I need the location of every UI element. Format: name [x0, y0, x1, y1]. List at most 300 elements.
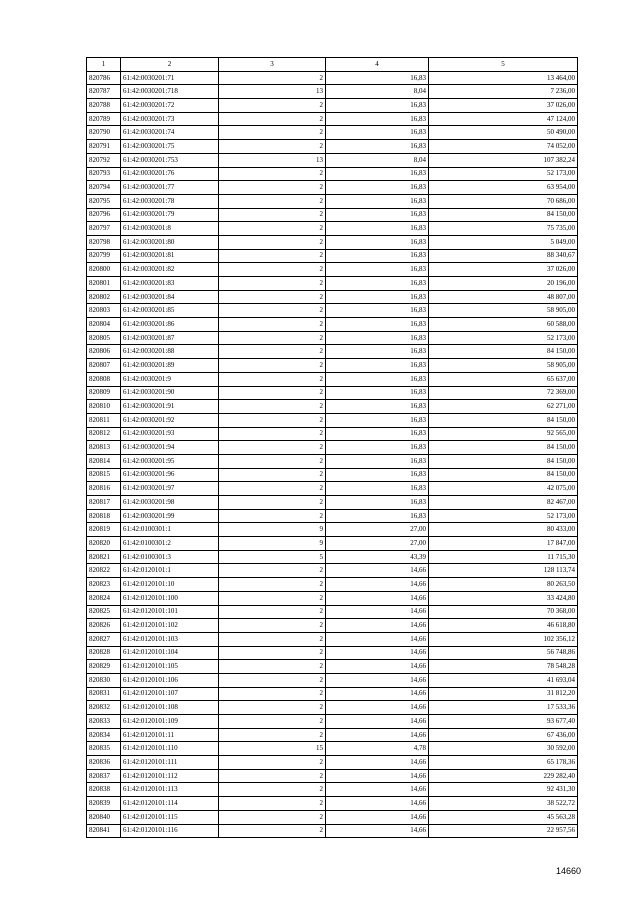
table-cell-col3: 2 [219, 427, 326, 441]
table-cell-col3: 2 [219, 71, 326, 85]
table-cell-col4: 8,04 [326, 85, 429, 99]
table-cell-col3: 2 [219, 277, 326, 291]
table-row [87, 140, 578, 154]
table-cell-col5: 42 075,00 [429, 482, 578, 496]
table-cell-col5: 84 150,00 [429, 441, 578, 455]
table-cell-col2: 61:42:0030201:77 [121, 181, 219, 195]
table-cell-col4: 16,83 [326, 222, 429, 236]
table-cell-col4: 16,83 [326, 496, 429, 510]
table-cell-col3: 2 [219, 728, 326, 742]
table-cell-col4: 16,83 [326, 359, 429, 373]
table-cell-col2: 61:42:0120101:102 [121, 619, 219, 633]
column-header-2: 2 [121, 58, 219, 72]
table-cell-col5: 58 905,00 [429, 304, 578, 318]
table-row [87, 290, 578, 304]
table-cell-col4: 14,66 [326, 701, 429, 715]
table-cell-col5: 5 049,00 [429, 235, 578, 249]
header-row [87, 58, 578, 72]
table-cell-col2: 61:42:0030201:84 [121, 290, 219, 304]
table-cell-col3: 2 [219, 359, 326, 373]
table-row [87, 605, 578, 619]
table-cell-col5: 84 150,00 [429, 468, 578, 482]
table-cell-col3: 2 [219, 482, 326, 496]
table-cell-col1: 820791 [87, 140, 121, 154]
table-row [87, 208, 578, 222]
table-cell-col5: 22 957,56 [429, 824, 578, 838]
table-cell-col1: 820789 [87, 112, 121, 126]
table-cell-col3: 2 [219, 632, 326, 646]
table-cell-col1: 820816 [87, 482, 121, 496]
table-cell-col4: 14,66 [326, 810, 429, 824]
table-cell-col3: 2 [219, 208, 326, 222]
table-row [87, 318, 578, 332]
table-cell-col1: 820796 [87, 208, 121, 222]
table-cell-col4: 16,83 [326, 468, 429, 482]
table-cell-col2: 61:42:0120101:1 [121, 564, 219, 578]
table-row [87, 194, 578, 208]
table-cell-col2: 61:42:0120101:100 [121, 591, 219, 605]
column-header-1: 1 [87, 58, 121, 72]
table-cell-col3: 2 [219, 687, 326, 701]
table-row [87, 112, 578, 126]
table-cell-col2: 61:42:0030201:76 [121, 167, 219, 181]
table-cell-col2: 61:42:0120101:110 [121, 742, 219, 756]
table-row [87, 277, 578, 291]
table-cell-col4: 27,00 [326, 523, 429, 537]
table-row [87, 71, 578, 85]
table-row [87, 715, 578, 729]
table-cell-col1: 820828 [87, 646, 121, 660]
table-row [87, 810, 578, 824]
table-cell-col2: 61:42:0120101:108 [121, 701, 219, 715]
table-cell-col4: 14,66 [326, 673, 429, 687]
table-cell-col3: 2 [219, 824, 326, 838]
table-cell-col1: 820818 [87, 509, 121, 523]
table-cell-col1: 820802 [87, 290, 121, 304]
table-cell-col4: 16,83 [326, 140, 429, 154]
table-cell-col5: 48 807,00 [429, 290, 578, 304]
column-header-3: 3 [219, 58, 326, 72]
table-cell-col2: 61:42:0030201:9 [121, 372, 219, 386]
table-cell-col1: 820801 [87, 277, 121, 291]
table-cell-col3: 2 [219, 99, 326, 113]
table-cell-col2: 61:42:0120101:116 [121, 824, 219, 838]
table-cell-col5: 56 748,86 [429, 646, 578, 660]
table-cell-col5: 80 263,50 [429, 578, 578, 592]
table-cell-col3: 2 [219, 619, 326, 633]
table-cell-col5: 52 173,00 [429, 331, 578, 345]
table-cell-col4: 16,83 [326, 482, 429, 496]
table-cell-col2: 61:42:0030201:73 [121, 112, 219, 126]
table-cell-col3: 2 [219, 126, 326, 140]
table-cell-col4: 16,83 [326, 454, 429, 468]
table-cell-col2: 61:42:0120101:106 [121, 673, 219, 687]
table-cell-col1: 820826 [87, 619, 121, 633]
table-row [87, 701, 578, 715]
table-cell-col5: 31 812,20 [429, 687, 578, 701]
table-cell-col5: 70 368,00 [429, 605, 578, 619]
data-table [86, 57, 578, 838]
table-cell-col4: 16,83 [326, 509, 429, 523]
table-cell-col4: 8,04 [326, 153, 429, 167]
table-cell-col4: 14,66 [326, 591, 429, 605]
table-cell-col2: 61:42:0030201:81 [121, 249, 219, 263]
table-cell-col3: 2 [219, 140, 326, 154]
table-cell-col3: 2 [219, 797, 326, 811]
table-cell-col1: 820820 [87, 537, 121, 551]
table-cell-col5: 46 618,80 [429, 619, 578, 633]
table-cell-col5: 38 522,72 [429, 797, 578, 811]
table-cell-col4: 16,83 [326, 181, 429, 195]
table-cell-col2: 61:42:0120101:115 [121, 810, 219, 824]
table-cell-col3: 2 [219, 578, 326, 592]
table-cell-col5: 17 533,36 [429, 701, 578, 715]
table-cell-col2: 61:42:0030201:718 [121, 85, 219, 99]
table-row [87, 769, 578, 783]
table-cell-col2: 61:42:0120101:114 [121, 797, 219, 811]
table-cell-col3: 2 [219, 646, 326, 660]
table-cell-col1: 820822 [87, 564, 121, 578]
table-row [87, 660, 578, 674]
table-cell-col5: 60 588,00 [429, 318, 578, 332]
table-cell-col5: 93 677,40 [429, 715, 578, 729]
table-cell-col1: 820810 [87, 400, 121, 414]
table-cell-col5: 84 150,00 [429, 413, 578, 427]
table-cell-col3: 2 [219, 304, 326, 318]
table-row [87, 742, 578, 756]
table-row [87, 797, 578, 811]
table-cell-col2: 61:42:0030201:72 [121, 99, 219, 113]
table-cell-col3: 2 [219, 400, 326, 414]
table-row [87, 564, 578, 578]
table-cell-col5: 52 173,00 [429, 509, 578, 523]
table-cell-col1: 820807 [87, 359, 121, 373]
table-row [87, 454, 578, 468]
table-cell-col3: 5 [219, 550, 326, 564]
table-cell-col5: 41 693,04 [429, 673, 578, 687]
table-cell-col3: 2 [219, 181, 326, 195]
table-cell-col1: 820798 [87, 235, 121, 249]
table-cell-col4: 16,83 [326, 304, 429, 318]
table-cell-col1: 820787 [87, 85, 121, 99]
table-cell-col4: 14,66 [326, 619, 429, 633]
table-cell-col5: 63 954,00 [429, 181, 578, 195]
table-row [87, 783, 578, 797]
table-cell-col5: 37 026,00 [429, 263, 578, 277]
table-cell-col5: 7 236,00 [429, 85, 578, 99]
table-cell-col3: 9 [219, 537, 326, 551]
table-cell-col2: 61:42:0100301:1 [121, 523, 219, 537]
table-cell-col2: 61:42:0030201:71 [121, 71, 219, 85]
table-cell-col2: 61:42:0030201:95 [121, 454, 219, 468]
table-cell-col5: 62 271,00 [429, 400, 578, 414]
table-cell-col2: 61:42:0030201:87 [121, 331, 219, 345]
table-cell-col4: 16,83 [326, 427, 429, 441]
table-cell-col1: 820809 [87, 386, 121, 400]
table-row [87, 646, 578, 660]
table-cell-col2: 61:42:0030201:91 [121, 400, 219, 414]
table-cell-col4: 16,83 [326, 277, 429, 291]
table-cell-col3: 2 [219, 331, 326, 345]
table-cell-col4: 14,66 [326, 646, 429, 660]
table-cell-col2: 61:42:0030201:80 [121, 235, 219, 249]
table-cell-col1: 820827 [87, 632, 121, 646]
table-cell-col3: 2 [219, 386, 326, 400]
table-cell-col1: 820833 [87, 715, 121, 729]
table-cell-col5: 58 905,00 [429, 359, 578, 373]
table-row [87, 578, 578, 592]
table-row [87, 550, 578, 564]
table-cell-col4: 16,83 [326, 99, 429, 113]
table-cell-col3: 2 [219, 660, 326, 674]
table-cell-col1: 820808 [87, 372, 121, 386]
table-cell-col3: 2 [219, 783, 326, 797]
table-cell-col3: 2 [219, 263, 326, 277]
table-cell-col2: 61:42:0030201:83 [121, 277, 219, 291]
table-cell-col1: 820790 [87, 126, 121, 140]
table-cell-col2: 61:42:0120101:10 [121, 578, 219, 592]
table-cell-col3: 2 [219, 318, 326, 332]
table-cell-col3: 15 [219, 742, 326, 756]
table-cell-col3: 2 [219, 372, 326, 386]
table-row [87, 386, 578, 400]
table-cell-col2: 61:42:0030201:753 [121, 153, 219, 167]
table-cell-col4: 14,66 [326, 632, 429, 646]
table-cell-col3: 2 [219, 715, 326, 729]
table-cell-col3: 13 [219, 153, 326, 167]
table-cell-col1: 820834 [87, 728, 121, 742]
table-cell-col1: 820836 [87, 756, 121, 770]
table-cell-col5: 72 369,00 [429, 386, 578, 400]
table-cell-col1: 820812 [87, 427, 121, 441]
table-cell-col1: 820838 [87, 783, 121, 797]
table-cell-col5: 78 548,28 [429, 660, 578, 674]
table-cell-col2: 61:42:0120101:101 [121, 605, 219, 619]
table-cell-col4: 16,83 [326, 167, 429, 181]
table-row [87, 345, 578, 359]
table-cell-col1: 820831 [87, 687, 121, 701]
table-cell-col2: 61:42:0030201:75 [121, 140, 219, 154]
table-cell-col1: 820823 [87, 578, 121, 592]
table-cell-col3: 2 [219, 290, 326, 304]
table-cell-col3: 2 [219, 701, 326, 715]
table-cell-col2: 61:42:0030201:8 [121, 222, 219, 236]
table-cell-col1: 820817 [87, 496, 121, 510]
table-cell-col3: 2 [219, 167, 326, 181]
table-row [87, 181, 578, 195]
table-cell-col2: 61:42:0030201:94 [121, 441, 219, 455]
table-cell-col2: 61:42:0100301:3 [121, 550, 219, 564]
table-cell-col1: 820821 [87, 550, 121, 564]
table-cell-col4: 14,66 [326, 660, 429, 674]
table-row [87, 441, 578, 455]
table-cell-col5: 82 467,00 [429, 496, 578, 510]
table-cell-col4: 16,83 [326, 345, 429, 359]
table-cell-col4: 14,66 [326, 797, 429, 811]
table-cell-col5: 128 113,74 [429, 564, 578, 578]
table-cell-col1: 820832 [87, 701, 121, 715]
table-cell-col4: 16,83 [326, 400, 429, 414]
table-cell-col3: 2 [219, 235, 326, 249]
table-row [87, 523, 578, 537]
table-cell-col1: 820794 [87, 181, 121, 195]
table-cell-col3: 2 [219, 468, 326, 482]
table-row [87, 632, 578, 646]
table-cell-col1: 820813 [87, 441, 121, 455]
table-cell-col5: 13 464,00 [429, 71, 578, 85]
table-cell-col4: 14,66 [326, 769, 429, 783]
table-row [87, 153, 578, 167]
table-cell-col2: 61:42:0120101:111 [121, 756, 219, 770]
table-cell-col3: 2 [219, 249, 326, 263]
table-cell-col5: 65 178,36 [429, 756, 578, 770]
table-cell-col3: 2 [219, 769, 326, 783]
table-cell-col4: 16,83 [326, 386, 429, 400]
table-cell-col3: 2 [219, 112, 326, 126]
table-cell-col4: 16,83 [326, 126, 429, 140]
table-cell-col3: 2 [219, 454, 326, 468]
table-cell-col4: 14,66 [326, 715, 429, 729]
table-row [87, 728, 578, 742]
table-row [87, 99, 578, 113]
table-cell-col3: 2 [219, 756, 326, 770]
table-row [87, 222, 578, 236]
table-cell-col5: 17 847,00 [429, 537, 578, 551]
table-cell-col1: 820788 [87, 99, 121, 113]
table-row [87, 372, 578, 386]
table-cell-col2: 61:42:0030201:88 [121, 345, 219, 359]
table-cell-col2: 61:42:0120101:109 [121, 715, 219, 729]
table-cell-col2: 61:42:0100301:2 [121, 537, 219, 551]
table-cell-col2: 61:42:0030201:79 [121, 208, 219, 222]
table-cell-col3: 2 [219, 413, 326, 427]
table-row [87, 509, 578, 523]
table-cell-col3: 2 [219, 605, 326, 619]
table-cell-col4: 16,83 [326, 290, 429, 304]
table-cell-col1: 820819 [87, 523, 121, 537]
table-cell-col1: 820805 [87, 331, 121, 345]
table-cell-col3: 2 [219, 509, 326, 523]
table-cell-col4: 16,83 [326, 331, 429, 345]
table-cell-col4: 14,66 [326, 783, 429, 797]
table-cell-col5: 33 424,80 [429, 591, 578, 605]
table-cell-col1: 820800 [87, 263, 121, 277]
table-cell-col4: 16,83 [326, 112, 429, 126]
table-cell-col5: 229 282,40 [429, 769, 578, 783]
table-cell-col2: 61:42:0030201:93 [121, 427, 219, 441]
table-cell-col4: 14,66 [326, 605, 429, 619]
table-cell-col1: 820835 [87, 742, 121, 756]
table-cell-col2: 61:42:0030201:98 [121, 496, 219, 510]
table-cell-col3: 2 [219, 441, 326, 455]
table-cell-col1: 820811 [87, 413, 121, 427]
table-row [87, 331, 578, 345]
table-cell-col1: 820814 [87, 454, 121, 468]
table-cell-col5: 70 686,00 [429, 194, 578, 208]
table-cell-col2: 61:42:0120101:107 [121, 687, 219, 701]
table-cell-col3: 2 [219, 222, 326, 236]
table-row [87, 687, 578, 701]
table-row [87, 468, 578, 482]
table-cell-col2: 61:42:0030201:96 [121, 468, 219, 482]
table-cell-col5: 80 433,00 [429, 523, 578, 537]
table-cell-col3: 2 [219, 564, 326, 578]
table-cell-col4: 4,78 [326, 742, 429, 756]
table-cell-col4: 16,83 [326, 318, 429, 332]
table-row [87, 496, 578, 510]
table-cell-col4: 27,00 [326, 537, 429, 551]
table-cell-col2: 61:42:0120101:11 [121, 728, 219, 742]
table-row [87, 304, 578, 318]
table-cell-col5: 50 490,00 [429, 126, 578, 140]
table-cell-col1: 820806 [87, 345, 121, 359]
table-row [87, 591, 578, 605]
table-cell-col4: 16,83 [326, 208, 429, 222]
table-cell-col2: 61:42:0030201:78 [121, 194, 219, 208]
table-row [87, 427, 578, 441]
table-cell-col1: 820839 [87, 797, 121, 811]
table-cell-col5: 30 592,00 [429, 742, 578, 756]
table-row [87, 756, 578, 770]
table-cell-col4: 14,66 [326, 564, 429, 578]
table-row [87, 400, 578, 414]
table-row [87, 482, 578, 496]
table-cell-col5: 47 124,00 [429, 112, 578, 126]
table-row [87, 413, 578, 427]
table-cell-col3: 2 [219, 345, 326, 359]
table-row [87, 619, 578, 633]
table-cell-col4: 14,66 [326, 578, 429, 592]
table-cell-col1: 820829 [87, 660, 121, 674]
table-cell-col4: 14,66 [326, 824, 429, 838]
page-number: 14660 [556, 866, 582, 876]
table-cell-col4: 16,83 [326, 194, 429, 208]
table-cell-col4: 14,66 [326, 756, 429, 770]
table-cell-col1: 820840 [87, 810, 121, 824]
table-cell-col3: 2 [219, 194, 326, 208]
table-cell-col1: 820803 [87, 304, 121, 318]
table-cell-col3: 2 [219, 496, 326, 510]
table-cell-col4: 16,83 [326, 235, 429, 249]
table-row [87, 263, 578, 277]
table-cell-col5: 75 735,00 [429, 222, 578, 236]
table-cell-col2: 61:42:0120101:104 [121, 646, 219, 660]
table-cell-col4: 16,83 [326, 71, 429, 85]
table-cell-col1: 820792 [87, 153, 121, 167]
table-cell-col2: 61:42:0120101:112 [121, 769, 219, 783]
table-cell-col1: 820824 [87, 591, 121, 605]
table-cell-col4: 14,66 [326, 687, 429, 701]
table-cell-col5: 88 340,67 [429, 249, 578, 263]
table-cell-col3: 9 [219, 523, 326, 537]
table-cell-col4: 16,83 [326, 413, 429, 427]
table-body [87, 71, 578, 838]
table-cell-col3: 2 [219, 810, 326, 824]
table-cell-col1: 820837 [87, 769, 121, 783]
table-row [87, 235, 578, 249]
table-cell-col5: 107 382,24 [429, 153, 578, 167]
table-cell-col2: 61:42:0030201:85 [121, 304, 219, 318]
table-row [87, 673, 578, 687]
table-cell-col3: 2 [219, 673, 326, 687]
table-cell-col2: 61:42:0030201:92 [121, 413, 219, 427]
table-cell-col2: 61:42:0120101:103 [121, 632, 219, 646]
table-cell-col1: 820841 [87, 824, 121, 838]
table-cell-col5: 52 173,00 [429, 167, 578, 181]
table-cell-col2: 61:42:0030201:82 [121, 263, 219, 277]
table-cell-col5: 84 150,00 [429, 208, 578, 222]
table-cell-col1: 820815 [87, 468, 121, 482]
